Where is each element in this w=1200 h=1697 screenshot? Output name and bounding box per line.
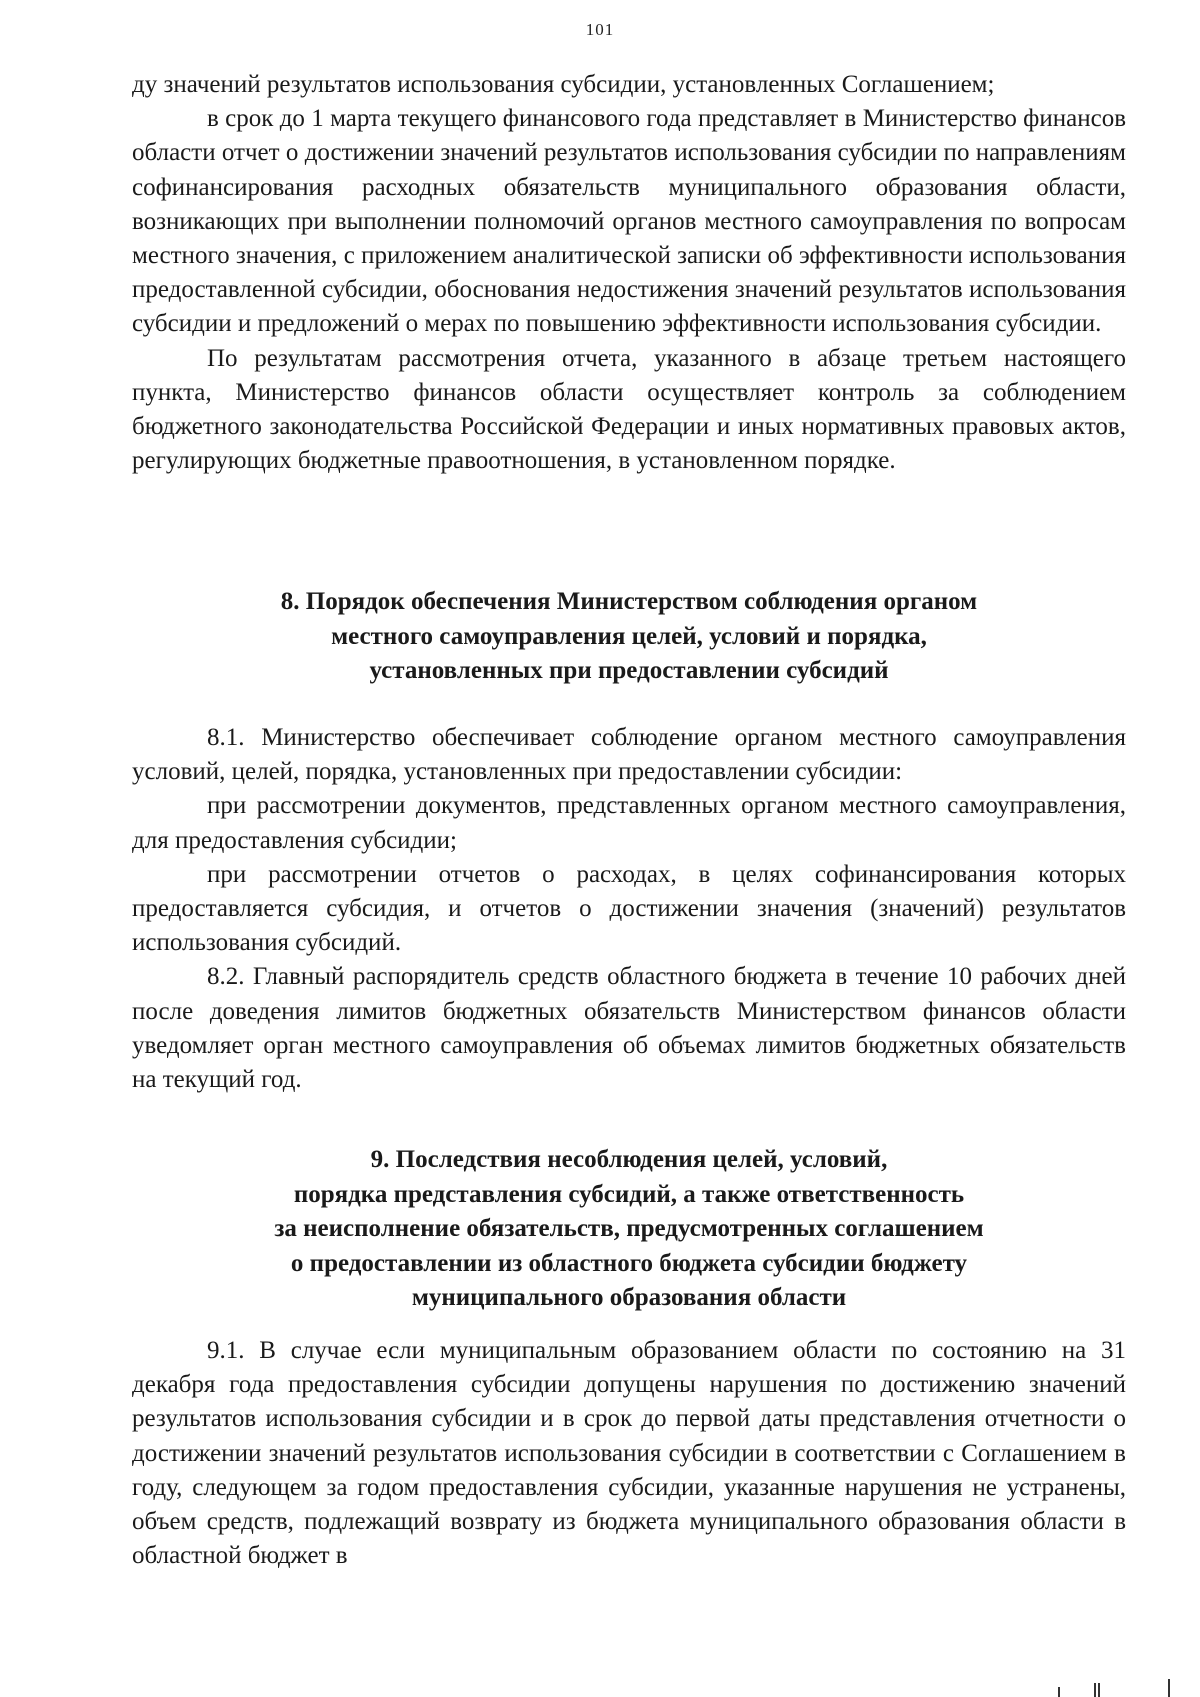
- heading-line: установленных при предоставлении субсидий: [369, 657, 889, 684]
- paragraph: 8.1. Министерство обеспечивает соблюдение органом местного самоуправления условий, целей, порядка, установленных при предоставлении субсидии:: [132, 724, 1126, 786]
- paragraph: при рассмотрении документов, представленных органом местного самоуправления, для предоставления субсидии;: [132, 792, 1126, 854]
- section-9-body: [132, 1334, 1126, 1573]
- section-8-heading: [132, 585, 1126, 689]
- top-text-block: [132, 68, 1126, 478]
- section-8-body: [132, 721, 1126, 1097]
- heading-line: порядка представления субсидий, а также ответственность: [293, 1180, 965, 1208]
- paragraph: По результатам рассмотрения отчета, указанного в абзаце третьем настоящего пункта, Министерство финансов области осуществляет контроль за соблюдением бюджетного законодательства Российской Федерации и иных нормативных правовых актов, регулирующих бюджетные правоотношения, в установленном порядке.: [132, 344, 1126, 475]
- scan-artifact-mark: [1168, 1679, 1170, 1697]
- scan-artifact-mark: [1094, 1683, 1096, 1697]
- heading-line: за неисполнение обязательств, предусмотренных соглашением: [274, 1215, 984, 1242]
- scan-artifact-mark: [1098, 1683, 1100, 1697]
- heading-line: 9. Последствия несоблюдения целей, условий,: [370, 1146, 888, 1173]
- paragraph: при рассмотрении отчетов о расходах, в целях софинансирования которых предоставляется субсидия, и отчетов о достижении значения (значений) результатов использования субсидий.: [132, 860, 1126, 957]
- page-number: 101: [585, 20, 615, 39]
- heading-line: 8. Порядок обеспечения Министерством соблюдения органом: [280, 588, 978, 615]
- paragraph: 8.2. Главный распорядитель средств областного бюджета в течение 10 рабочих дней после доведения лимитов бюджетных обязательств Министерством финансов области уведомляет орган местного самоуправления об объемах лимитов бюджетных обязательств на текущий год.: [132, 963, 1126, 1094]
- paragraph: в срок до 1 марта текущего финансового года представляет в Министерство финансов области отчет о достижении значений результатов использования субсидии по направлениям софинансирования расходных обязательств муниципального образования области, возникающих при выполнении полномочий органов местного самоуправления по вопросам местного значения, с приложением аналитической записки об эффективности использования предоставленной субсидии, обоснования недостижения значений результатов использования субсидии и предложений о мерах по повышению эффективности использования субсидии.: [132, 105, 1126, 338]
- heading-line: муниципального образования области: [411, 1284, 847, 1311]
- scan-artifact-mark: [1058, 1687, 1060, 1697]
- heading-line: о предоставлении из областного бюджета субсидии бюджету: [290, 1249, 968, 1277]
- heading-line: местного самоуправления целей, условий и порядка,: [331, 622, 927, 650]
- paragraph-continuation: ду значений результатов использования субсидии, установленных Соглашением;: [132, 71, 995, 98]
- section-9-heading: [132, 1143, 1126, 1316]
- paragraph: 9.1. В случае если муниципальным образованием области по состоянию на 31 декабря года предоставления субсидии допущены нарушения по достижению значений результатов использования субсидии и в срок до первой даты представления отчетности о достижении значений результатов использования субсидии в соответствии с Соглашением в году, следующем за годом предоставления субсидии, указанные нарушения не устранены, объем средств, подлежащий возврату из бюджета муниципального образования области в областной бюджет в: [132, 1337, 1126, 1570]
